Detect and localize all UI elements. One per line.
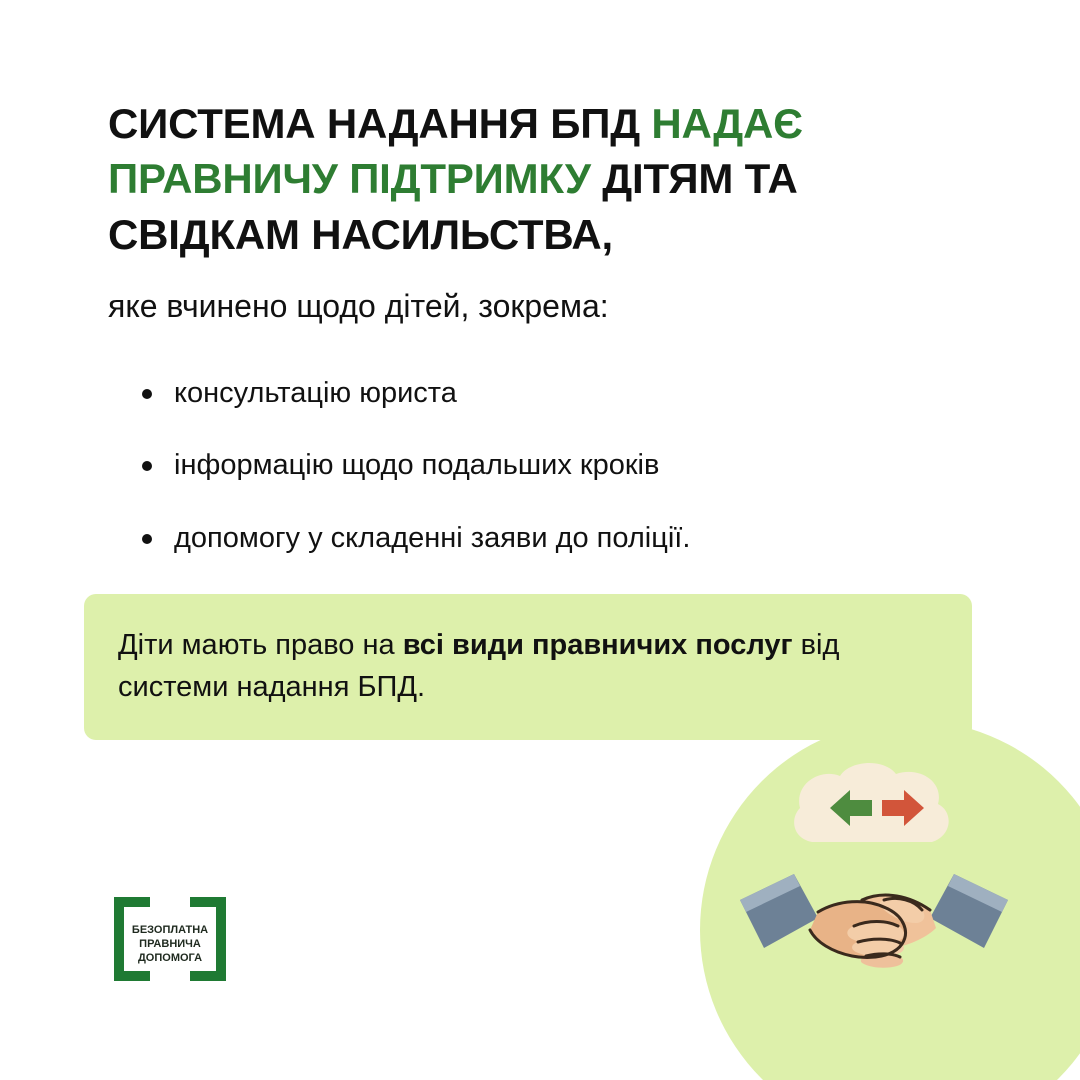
- page-subtitle: яке вчинено щодо дітей, зокрема:: [108, 288, 609, 324]
- headline-part-3: ДІТЯМ ТА СВІДКАМ НАСИЛЬСТВА,: [108, 155, 798, 258]
- highlight-callout: [84, 594, 972, 740]
- list-item-label: консультацію юриста: [174, 377, 457, 409]
- page-title: [108, 96, 988, 262]
- handshake-icon: [734, 750, 1014, 1000]
- services-list: [128, 375, 988, 592]
- callout-lead: Діти мають право на: [118, 629, 403, 661]
- organization-logo: [110, 893, 230, 985]
- list-item: [128, 447, 988, 483]
- headline-part-2-accent: НАДАЄ ПРАВНИЧУ ПІДТРИМКУ: [108, 100, 803, 203]
- list-item: [128, 375, 988, 411]
- svg-text:ДОПОМОГА: ДОПОМОГА: [137, 952, 203, 964]
- callout-text: [118, 624, 938, 708]
- svg-text:ПРАВНИЧА: ПРАВНИЧА: [139, 938, 201, 950]
- list-item: [128, 520, 988, 556]
- callout-bold: всі види правничих послуг: [402, 629, 793, 661]
- svg-text:БЕЗОПЛАТНА: БЕЗОПЛАТНА: [131, 924, 209, 936]
- headline-part-1: СИСТЕМА НАДАННЯ БПД: [108, 100, 652, 147]
- list-item-label: допомогу у складенні заяви до поліції.: [174, 521, 691, 554]
- callout-tail: від системи надання БПД.: [118, 629, 840, 704]
- list-item-label: інформацію щодо подальших кроків: [174, 449, 660, 482]
